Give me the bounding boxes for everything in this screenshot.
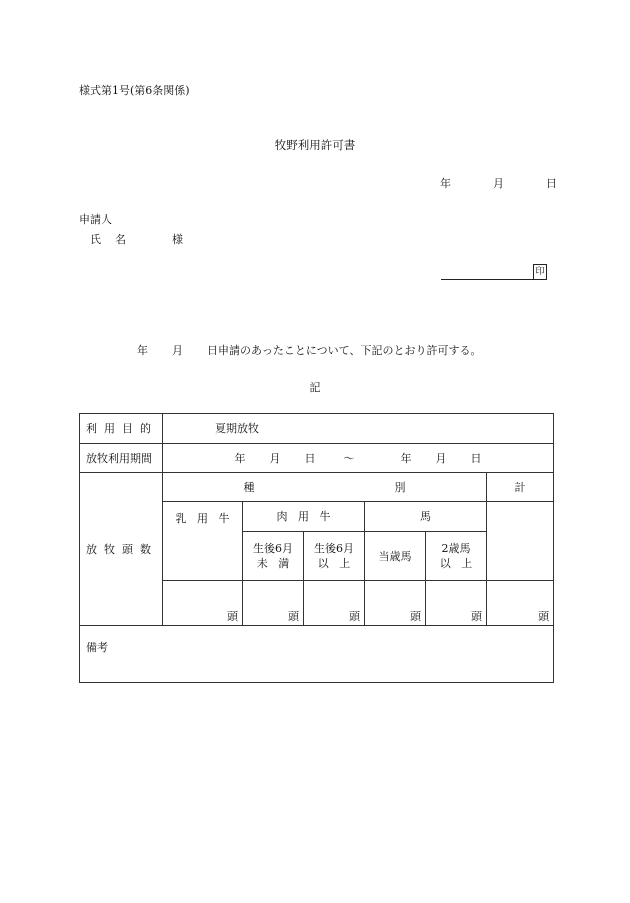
total-blank (487, 502, 554, 581)
kind-header: 種 別 (163, 473, 487, 502)
permit-statement (137, 342, 481, 358)
beef-under-6m-header: 生後6月 未 満 (243, 532, 304, 581)
remarks-row (80, 626, 554, 683)
statement-month: 月 (172, 344, 183, 357)
beef-over-6m-header: 生後6月 以 上 (304, 532, 365, 581)
statement-year: 年 (137, 344, 148, 357)
beef-cattle-header: 肉 用 牛 (243, 502, 365, 532)
horse-yearling-count-cell: 頭 (365, 581, 426, 626)
applicant-name-row (90, 231, 183, 247)
date-year: 年 (440, 177, 451, 190)
period-value: 年 月 日 〜 年 月 日 (163, 444, 554, 473)
permit-table (79, 413, 554, 683)
applicant-label: 申請人 (79, 213, 112, 226)
horse-2y-count-cell: 頭 (426, 581, 487, 626)
ki-heading: 記 (309, 381, 321, 394)
seal-mark: 印 (533, 264, 547, 280)
period-label: 放牧利用期間 (80, 444, 163, 473)
total-count-cell: 頭 (487, 581, 554, 626)
statement-text: 日申請のあったことについて、下記のとおり許可する。 (207, 344, 482, 357)
document-title: 牧野利用許可書 (274, 138, 356, 152)
purpose-value: 夏期放牧 (163, 414, 554, 444)
dairy-cattle-header: 乳 用 牛 (163, 502, 243, 581)
kind-header-row (80, 473, 554, 502)
purpose-row (80, 414, 554, 444)
beef-over-count-cell: 頭 (304, 581, 365, 626)
period-row (80, 444, 554, 473)
form-number: 様式第1号(第6条関係) (79, 84, 190, 97)
signature-line (441, 279, 547, 280)
purpose-label: 利 用 目 的 (80, 414, 163, 444)
head-count-label: 放 牧 頭 数 (80, 473, 163, 626)
issue-date (440, 175, 557, 191)
total-header: 計 (487, 473, 554, 502)
dairy-count-cell: 頭 (163, 581, 243, 626)
horse-2y-over-header: 2歳馬 以 上 (426, 532, 487, 581)
name-label-1: 氏 (90, 233, 101, 246)
name-label-2: 名 (115, 233, 126, 246)
name-suffix: 様 (172, 233, 183, 246)
horse-header: 馬 (365, 502, 487, 532)
remarks-cell: 備考 (80, 626, 554, 683)
date-day: 日 (546, 177, 557, 190)
horse-yearling-header: 当歳馬 (365, 532, 426, 581)
beef-under-count-cell: 頭 (243, 581, 304, 626)
date-month: 月 (493, 177, 504, 190)
